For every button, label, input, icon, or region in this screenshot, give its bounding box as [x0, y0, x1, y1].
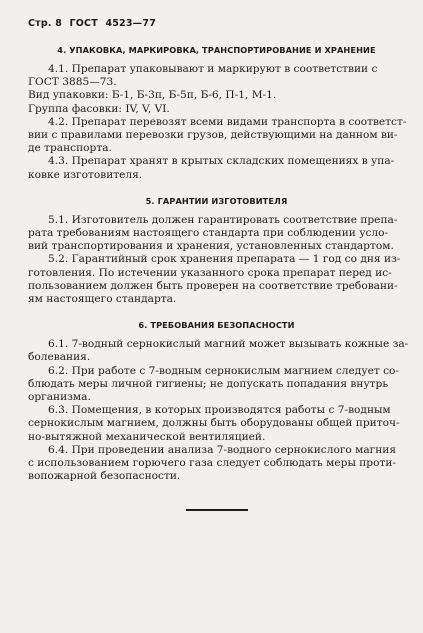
text-line: де транспорта.: [28, 142, 112, 155]
section-text: [28, 63, 405, 182]
text-line: вий транспортирования и хранения, установленных стандартом.: [28, 240, 394, 253]
text-line: вии с правилами перевозки грузов, действующими на данном ви-: [28, 129, 398, 142]
text-line: вопожарной безопасности.: [28, 470, 181, 483]
standard-label: ГОСТ: [69, 18, 98, 29]
text-line: 4.1. Препарат упаковывают и маркируют в соответствии с: [48, 63, 378, 75]
text-line: Группа фасовки: IV, V, VI.: [28, 102, 170, 115]
text-line: 5.2. Гарантийный срок хранения препарата — 1 год со дня из-: [48, 253, 401, 266]
text-line: с использованием горючего газа следует соблюдать меры проти-: [28, 457, 396, 470]
text-line: 5.1. Изготовитель должен гарантировать соответствие препа-: [48, 213, 398, 226]
section-gap: [28, 182, 405, 196]
section-title: 5. ГАРАНТИИ ИЗГОТОВИТЕЛЯ: [145, 195, 288, 206]
text-line: ковке изготовителя.: [28, 168, 143, 181]
text-line: болевания.: [28, 351, 91, 364]
text-line: пользованием должен быть проверен на соответствие требовани-: [28, 279, 398, 292]
text-line: но-вытяжной механической вентиляцией.: [28, 430, 266, 443]
section-6: [28, 320, 409, 483]
text-line: сернокислым магнием, должны быть оборудованы общей приточ-: [28, 417, 400, 430]
text-line: блюдать меры личной гигиены; не допускать попадания внутрь: [28, 377, 389, 390]
running-header: [28, 18, 405, 29]
section-text: [28, 214, 405, 306]
text-line: 4.2. Препарат перевозят всеми видами транспорта в соответст-: [48, 115, 407, 128]
end-rule: [186, 509, 248, 511]
section-gap: [28, 306, 405, 320]
text-line: 6.1. 7-водный сернокислый магний может вызывать кожные за-: [48, 338, 409, 351]
document-body: [28, 45, 409, 483]
section-4: [28, 45, 405, 196]
text-line: Вид упаковки: Б-1, Б-3п, Б-5п, Б-6, П-1, М-1.: [28, 89, 277, 102]
section-5: [28, 196, 405, 320]
text-line: 6.4. При проведении анализа 7-водного сернокислого магния: [48, 443, 397, 456]
text-line: 4.3. Препарат хранят в крытых складских помещениях в упа-: [48, 155, 395, 168]
text-line: 6.3. Помещения, в которых производятся работы с 7-водным: [48, 404, 391, 417]
section-title: 4. УПАКОВКА, МАРКИРОВКА, ТРАНСПОРТИРОВАНИЕ И ХРАНЕНИЕ: [57, 45, 376, 55]
text-line: ям настоящего стандарта.: [28, 293, 177, 306]
standard-number: 4523—77: [105, 18, 156, 29]
section-title: 6. ТРЕБОВАНИЯ БЕЗОПАСНОСТИ: [138, 320, 295, 331]
text-line: 6.2. При работе с 7-водным сернокислым магнием следует со-: [48, 364, 399, 377]
text-line: рата требованиям настоящего стандарта при соблюдении усло-: [28, 227, 389, 240]
page-number: Стр. 8: [28, 18, 63, 29]
text-line: ГОСТ 3885—73.: [28, 76, 117, 89]
text-line: организма.: [28, 391, 91, 404]
text-line: готовления. По истечении указанного срока препарат перед ис-: [28, 266, 392, 279]
section-text: [28, 338, 409, 483]
